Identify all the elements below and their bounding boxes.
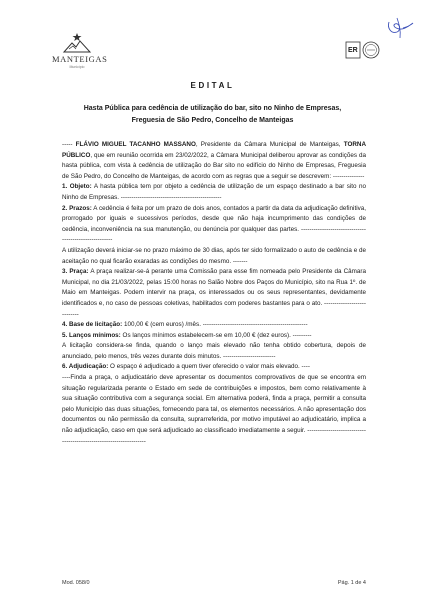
section-praca xyxy=(62,267,366,320)
section-label: 4. Base de licitação: xyxy=(62,321,123,329)
section-text: A cedência é feita por um prazo de dois anos, contados a partir da data da adjudicação definitiva, prorrogado por iguais e sucessivos períodos, desde que não haja incumprimento das condições de cedência, inconveniência na sua manutenção, ou denúncia por qualquer das partes. ------------------------------------------------------- xyxy=(62,204,366,244)
certification-seals xyxy=(345,40,381,60)
page-number: Pág. 1 de 4 xyxy=(337,580,366,586)
president-name: FLÁVIO MIGUEL TACANHO MASSANO xyxy=(75,141,196,148)
section-label: 1. Objeto: xyxy=(62,183,92,191)
form-model: Mod. 058/0 xyxy=(62,580,90,586)
intro-mid: , Presidente da Câmara Municipal de Manteigas, xyxy=(195,141,344,148)
section-adjudicacao-extra: ----Finda a praça, o adjudicatário deve apresentar os documentos comprovativos de que se encontra em situação regularizada perante o Estado em sede de contribuições e impostos, bem como relativamente à sua situação contributiva com a segurança social. Em alternativa poderá, finda a praça, permitir a consulta pelo Município das duas situações, fornecendo para tal, os elementos necessários. A não apresentação dos documentos ou não permissão da consulta, suprarreferida, por motivo imputável ao adjudicatário, implica a não adjudicação, caso em que será adjudicado ao classificado imediatamente a seguir. -------------------------------------------------------------------- xyxy=(62,374,366,445)
section-text: O espaço é adjudicado a quem tiver oferecido o valor mais elevado. ---- xyxy=(108,363,310,371)
intro-rest: , que em reunião ocorrida em 23/02/2022, a Câmara Municipal deliberou aprovar as condições da hasta pública, com vista à cedência de utilização do Bar sito no edifício do Ninho de Empresas, Freguesia de São Pedro, do Concelho de Manteigas, de acordo com as regras que a seguir se descrevem: --------------- xyxy=(62,151,366,180)
section-lancos-extra: A licitação considera-se finda, quando o lanço mais elevado não tenha obtido cobertura, depois de anunciado, pelo menos, três vezes durante dois minutos. ------------------------- xyxy=(62,342,366,360)
section-label: 3. Praça: xyxy=(62,268,89,276)
section-text: Os lanços mínimos estabelecem-se em 10,00 € (dez euros). --------- xyxy=(120,331,312,339)
mountain-crown-icon xyxy=(62,33,92,53)
section-label: 6. Adjudicação: xyxy=(62,363,109,371)
handwritten-signature xyxy=(385,14,415,45)
subtitle-line-2: Freguesia de São Pedro, Concelho de Manteigas xyxy=(131,117,294,124)
section-prazos-extra: A utilização deverá iniciar-se no prazo máximo de 30 dias, após ter sido formalizado o auto de cedência e de aceitação no qual ficarão exaradas as condições do mesmo. ------- xyxy=(62,246,366,265)
document-body xyxy=(62,140,366,447)
intro-lead: ----- xyxy=(62,141,76,148)
torna-publico: TORNA PÚBLICO xyxy=(62,141,367,159)
section-objeto xyxy=(62,182,366,203)
section-label: 2. Prazos: xyxy=(62,204,92,212)
section-text: 100,00 € (cem euros) /mês. -------------------------------------------------- xyxy=(122,321,308,329)
intro-paragraph xyxy=(62,140,366,182)
section-base-licitacao xyxy=(62,320,366,331)
municipality-logo xyxy=(52,33,108,69)
document-title: EDITAL xyxy=(190,81,235,90)
section-lancos-minimos xyxy=(62,331,366,342)
cert-label: ER xyxy=(348,47,358,54)
section-adjudicacao xyxy=(62,362,366,373)
section-text: A praça realizar-se-á perante uma Comissão para esse fim nomeada pelo Presidente da Câmara Municipal, no dia 21/03/2022, pelas 15:00 horas no Salão Nobre dos Paços do Município, sito na Rua 1º. de Maio em Manteigas. Podem intervir na praça, os interessados ou os seus representantes, devidamente identificados e, no caso de pessoas coletivas, habilitados com poderes bastantes para o ato. ---------------------------- xyxy=(62,268,366,318)
section-prazos xyxy=(62,204,366,246)
logo-subtitle: Município xyxy=(69,65,85,69)
document-subtitle xyxy=(60,103,365,127)
section-label: 5. Lanços mínimos: xyxy=(62,331,121,339)
logo-name: MANTEIGAS xyxy=(52,54,108,64)
section-text: A hasta pública tem por objeto a cedência de utilização de um espaço destinado a bar sito no Ninho de Empresas. ------------------------------------------------ xyxy=(62,183,366,201)
subtitle-line-1: Hasta Pública para cedência de utilização do bar, sito no Ninho de Empresas, xyxy=(83,105,342,112)
